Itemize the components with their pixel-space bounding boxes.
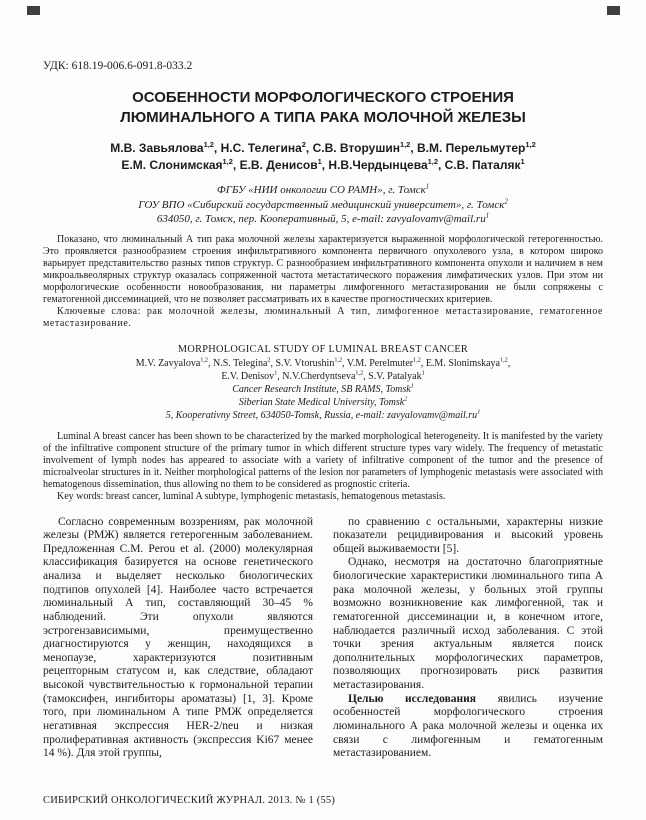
keywords-en-list: breast cancer, luminal A subtype, lymphogenic metastasis, hematogenous metastasis. [103,490,446,502]
body-paragraph: Согласно современным воззрениям, рак молочной железы (РМЖ) является гетерогенным заболеванием. Предложенная С.М. Perou et al. (2000) молекулярная классификация базируется на основе генетического анализа и выделяет несколько биологических подтипов опухолей [4]. Наиболее часто встречается люминальный А тип, составляющий 30–45 % наблюдений. Эти опухоли являются эстрогензависимыми, преимущественно диагностируются у женщин, находящихся в менопаузе, характеризуются позитивным рецепторным статусом и, как следствие, обладают высокой чувствительностью к гормональной терапии (тамоксифен, ингибиторы ароматазы) [1, 3]. Кроме того, при люминальном А типе РМЖ определяется негативная экспрессия HER-2/neu и низкая пролиферативная активность (экспрессия Ki67 менее 14 %). Для этой группы, [43,515,313,760]
keywords-en-label: Key words: [57,490,104,502]
body-paragraph: по сравнению с остальными, характерны низкие показатели рецидивирования и высокий уровень общей выживаемости [5]. [333,515,603,555]
author-name: E.V. Denisov$^1$, [221,369,283,382]
author-name: Н.В.Чердынцева$^{1,2}$, [328,156,445,172]
authors-en [43,357,603,383]
keywords-ru [43,306,603,330]
affiliation-sup: 2 [404,395,408,403]
author-name: S.V. Patalyak$^1$ [368,369,425,382]
abstract-en-text: Luminal A breast cancer has been shown to be characterized by the marked morphological heterogeneity. It is manifested by the variety of the infiltrative component structure of the primary tumor in which different structure types vary widely. The frequency of metastatic involvement of lymph nodes has appeared to associate with a variety of infiltrative component of the tumor and the presence of microalveolar structures in it. Neither morphological patterns of the lesion nor parameters of lymphogenic metastasis were associated with hematogenous dissemination, thus allowing no them to be considered as prognostic criteria. [43,430,603,490]
author-name: M.V. Zavyalova$^{1,2}$, [135,356,214,369]
author-name: V.M. Perelmuter$^{1,2}$, [346,356,426,369]
author-name: Е.В. Денисов$^1$, [239,156,329,172]
body-columns [43,516,603,761]
author-affiliation-sup: 1,2 [413,356,421,364]
author-affiliation-sup: 1 [421,369,425,377]
author-affiliation-sup: 1 [274,369,278,377]
author-affiliation-sup: 1 [317,156,322,166]
abstract-ru-text: Показано, что люминальный А тип рака молочной железы характеризуется выраженной морфологической гетерогенностью. Это проявляется разнообразием строения инфильтративного компонента первичного опухолевого узла, в котором широко варьирует представительство разных типов структур. С разнообразием инфильтративного компонента опухоли и наличием в нем микроальвеолярных структур оказалась сопряженной частота метастатического поражения лимфатических узлов. При этом ни морфологические особенности новообразования, ни параметры лимфогенного метастазирования не были сопряжены с гематогенной диссеминацией, что не позволяет рассматривать их в качестве прогностических критериев. [43,234,603,306]
keywords-ru-list: рак молочной железы, люминальный А тип, лимфогенное метастазирование, гематогенное метастазирование. [43,306,603,330]
affiliation-sup: 1 [425,183,430,191]
author-name: N.S. Telegina$^2$, [213,356,276,369]
aim-text: явились изучение особенностей морфологического строения люминального А рака молочной железы и оценка их связи с лимфогенным и гематогенным метастазированием. [333,692,604,760]
author-affiliation-sup: 1,2 [427,156,438,166]
abstract-en [43,431,603,503]
author-affiliation-sup: 1,2 [399,139,411,149]
affiliation-sup: 1 [410,382,414,390]
aim-label: Целью исследования [348,692,477,705]
author-name: С.В. Вторушин$^{1,2}$, [312,139,417,155]
affiliation-line: Cancer Research Institute, SB RAMS, Tomsk$^1$ [232,382,414,395]
affiliation-sup: 1 [477,408,481,416]
author-name: Е.М. Слонимская$^{1,2}$, [121,156,240,172]
journal-footer: СИБИРСКИЙ ОНКОЛОГИЧЕСКИЙ ЖУРНАЛ. 2013. № 1 (55) [43,795,336,806]
author-affiliation-sup: 1,2 [200,356,209,364]
affiliation-line: 5, Kooperativny Street, 634050-Tomsk, Russia, e-mail: $zavyalovamv@mail.ru^1$ [165,408,481,421]
article-title-line2: ЛЮМИНАЛЬНОГО А ТИПА РАКА МОЛОЧНОЙ ЖЕЛЕЗЫ [120,109,526,127]
author-name: В.М. Перельмутер$^{1,2}$ [416,139,536,155]
authors-en-line1 [43,357,603,370]
affiliation-line: 634050, г. Томск, пер. Кооперативный, 5, e-mail: $zavyalovamv@mail.ru^1$ [156,212,490,225]
author-affiliation-sup: 1,2 [355,369,364,377]
author-affiliation-sup: 1,2 [500,356,508,364]
authors-ru-line1 [43,140,603,157]
body-paragraph-aim [333,693,603,761]
body-column-left [43,516,313,761]
author-affiliation-sup: 1,2 [203,139,214,149]
affiliation-sup: 1 [485,212,490,220]
registration-mark-left [27,6,40,15]
udc-code: УДК: 618.19-006.6-091.8-033.2 [43,60,193,72]
author-affiliation-sup: 1,2 [525,139,536,149]
author-name: N.V.Cherdyntseva$^{1,2}$, [282,369,369,382]
author-name: С.В. Паталяк$^1$ [444,156,525,172]
english-title: MORPHOLOGICAL STUDY OF LUMINAL BREAST CANCER [177,344,469,356]
body-column-right [333,516,603,761]
registration-mark-right [607,6,620,15]
body-paragraph: Однако, несмотря на достаточно благоприятные биологические характеристики люминального типа А рака молочной железы, у больных этой группы возможно возникновение как лимфогенной, так и гематогенной диссеминации и, в конечном итоге, наблюдается различный исход заболевания. С этой точки зрения актуальным является поиск дополнительных морфологических параметров, позволяющих прогнозировать риск развития метастазирования. [333,556,603,692]
authors-ru [43,140,603,175]
affiliation-line: Siberian State Medical University, Tomsk$^2$ [238,395,408,408]
page-content [0,60,646,761]
author-name: S.V. Vtorushin$^{1,2}$, [275,356,347,369]
author-name: E.M. Slonimskaya$^{1,2}$, [425,356,511,369]
affiliations-ru [43,183,603,226]
abstract-ru [43,234,603,330]
article-title [43,88,603,129]
article-title-line1: ОСОБЕННОСТИ МОРФОЛОГИЧЕСКОГО СТРОЕНИЯ [132,89,514,106]
author-affiliation-sup: 1 [520,156,525,166]
authors-ru-line2 [43,157,603,174]
author-name: М.В. Завьялова$^{1,2}$, [110,139,221,155]
author-name: Н.С. Телегина$^2$, [220,139,313,155]
author-affiliation-sup: 1,2 [222,156,233,166]
keywords-ru-label: Ключевые слова: [57,306,141,318]
author-affiliation-sup: 1,2 [334,356,343,364]
author-affiliation-sup: 2 [301,139,306,149]
affiliations-en [43,383,603,422]
author-affiliation-sup: 2 [267,356,271,364]
keywords-en [43,491,603,503]
authors-en-line2 [43,370,603,383]
english-header-block [43,343,603,421]
affiliation-line: ГОУ ВПО «Сибирский государственный медицинский университет», г. Томск$^2$ [138,197,508,211]
affiliation-line: ФГБУ «НИИ онкологии СО РАМН», г. Томск$^1$ [216,183,430,197]
affiliation-sup: 2 [504,197,508,205]
